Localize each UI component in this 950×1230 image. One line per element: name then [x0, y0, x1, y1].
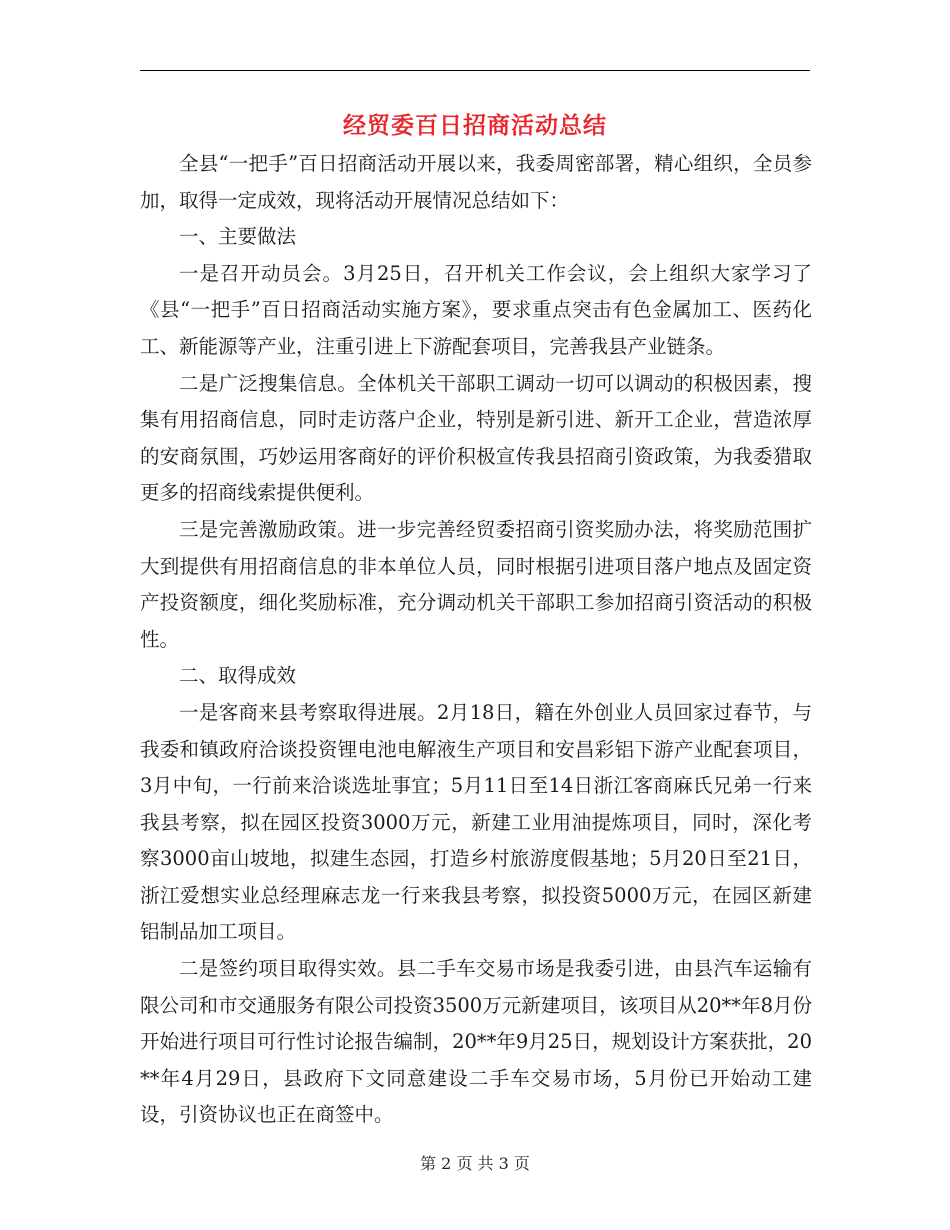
paragraph-collect-information: 二是广泛搜集信息。全体机关干部职工调动一切可以调动的积极因素，搜集有用招商信息，同时走访落户企业，特别是新引进、新开工企业，营造浓厚的安商氛围，巧妙运用客商好的评价积极宣传我县招商引资政策，为我委猎取更多的招商线索提供便利。	[140, 371, 812, 505]
page-footer	[0, 1152, 950, 1176]
document-body	[140, 146, 812, 1134]
paragraph-incentive-policy: 三是完善激励政策。进一步完善经贸委招商引资奖励办法，将奖励范围扩大到提供有用招商信息的非本单位人员，同时根据引进项目落户地点及固定资产投资额度，细化奖励标准，充分调动机关干部职工参加招商引资活动的积极性。	[140, 517, 812, 651]
header-rule	[140, 70, 810, 71]
paragraph-signed-projects: 二是签约项目取得实效。县二手车交易市场是我委引进，由县汽车运输有限公司和市交通服务有限公司投资3500万元新建项目，该项目从20**年8月份开始进行项目可行性讨论报告编制，20**年9月25日，规划设计方案获批，20**年4月29日，县政府下文同意建设二手车交易市场，5月份已开始动工建设，引资协议也正在商签中。	[140, 957, 812, 1127]
page-number-label: 第 2 页 共 3 页	[420, 1154, 530, 1173]
section-heading-results: 二、取得成效	[179, 664, 297, 688]
paragraph-mobilization-meeting: 一是召开动员会。3月25日，召开机关工作会议，会上组织大家学习了《县“一把手”百日招商活动实施方案》，要求重点突击有色金属加工、医药化工、新能源等产业，注重引进上下游配套项目，完善我县产业链条。	[140, 261, 812, 358]
paragraph-intro: 全县“一把手”百日招商活动开展以来，我委周密部署，精心组织，全员参加，取得一定成效，现将活动开展情况总结如下：	[140, 152, 812, 212]
paragraph-investor-visits: 一是客商来县考察取得进展。2月18日，籍在外创业人员回家过春节，与我委和镇政府洽谈投资锂电池电解液生产项目和安昌彩铝下游产业配套项目，3月中旬，一行前来洽谈选址事宜；5月11日至14日浙江客商麻氏兄弟一行来我县考察，拟在园区投资3000万元，新建工业用油提炼项目，同时，深化考察3000亩山坡地，拟建生态园，打造乡村旅游度假基地；5月20日至21日，浙江爱想实业总经理麻志龙一行来我县考察，拟投资5000万元，在园区新建铝制品加工项目。	[140, 700, 812, 944]
document-title: 经贸委百日招商活动总结	[343, 112, 607, 139]
section-heading-main-practices: 一、主要做法	[179, 225, 297, 249]
